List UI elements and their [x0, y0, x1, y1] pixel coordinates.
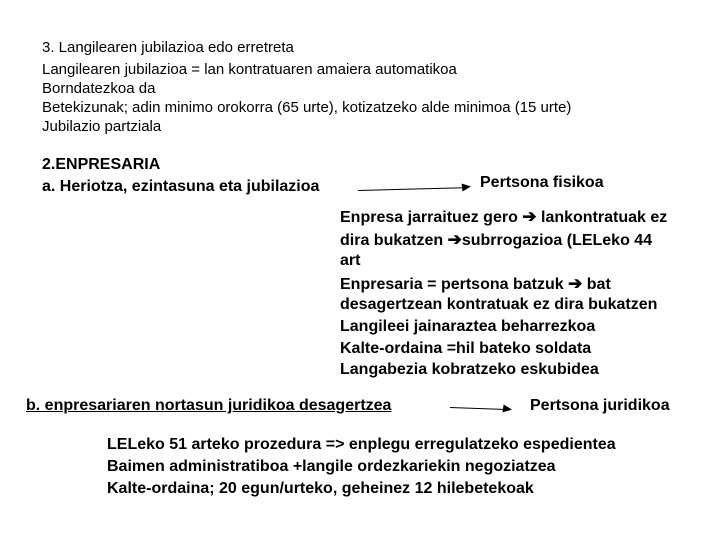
- block-a-line-4-post: bat: [582, 276, 611, 293]
- section-3-heading: 3. Langilearen jubilazioa edo erretreta: [42, 39, 294, 56]
- item-a-text: a. Heriotza, ezintasuna eta jubilazioa: [42, 178, 320, 195]
- block-a-line-1: [340, 208, 667, 226]
- block-a-line-4: [340, 275, 611, 293]
- arrow-a-line: [358, 187, 464, 191]
- block-a-line-7: Kalte-ordaina =hil bateko soldata: [340, 340, 592, 357]
- block-a-line-5: desagertzean kontratuak ez dira bukatzen: [340, 296, 658, 313]
- arrow-b-line: [450, 407, 506, 410]
- section-3-line-3: Betekizunak; adin minimo orokorra (65 urte), kotizatzeko alde minimoa (15 urte): [42, 99, 572, 116]
- right-arrow-icon: ➔: [522, 207, 537, 226]
- block-a-line-1-pre: Enpresa jarraituez gero: [340, 209, 523, 226]
- block-a-line-4-pre: Enpresaria = pertsona batzuk: [340, 276, 569, 293]
- block-b-line-3: Kalte-ordaina; 20 egun/urteko, geheinez 12 hilebetekoak: [107, 480, 534, 497]
- arrow-a-head-icon: [462, 183, 472, 192]
- section-3-line-4: Jubilazio partziala: [42, 118, 162, 135]
- block-a-line-2: [340, 231, 652, 249]
- block-b-line-1: LELeko 51 arteko prozedura => enplegu erregulatzeko espedientea: [107, 436, 616, 453]
- arrow-a-target: Pertsona fisikoa: [480, 174, 604, 191]
- block-b-line-2: Baimen administratiboa +langile ordezkariekin negoziatzea: [107, 458, 556, 475]
- arrow-b-head-icon: [502, 404, 512, 413]
- right-arrow-icon: ➔: [568, 274, 583, 293]
- block-a-line-2-pre: dira bukatzen: [340, 232, 448, 249]
- section-3-line-2: Borndatezkoa da: [42, 80, 156, 97]
- arrow-b-target: Pertsona juridikoa: [530, 397, 670, 414]
- section-2-heading: 2.ENPRESARIA: [42, 156, 161, 173]
- block-a-line-1-post: lankontratuak ez: [536, 209, 668, 226]
- section-3-line-1: Langilearen jubilazioa = lan kontratuaren amaiera automatikoa: [42, 61, 457, 78]
- block-a-line-6: Langileei jainaraztea beharrezkoa: [340, 318, 596, 335]
- block-a-line-8: Langabezia kobratzeko eskubidea: [340, 361, 599, 378]
- item-b-text: b. enpresariaren nortasun juridikoa desagertzea: [26, 397, 392, 414]
- right-arrow-icon: ➔: [447, 230, 462, 249]
- block-a-line-2-post: subrrogazioa (LELeko 44: [461, 232, 653, 249]
- block-a-line-3: art: [340, 252, 361, 269]
